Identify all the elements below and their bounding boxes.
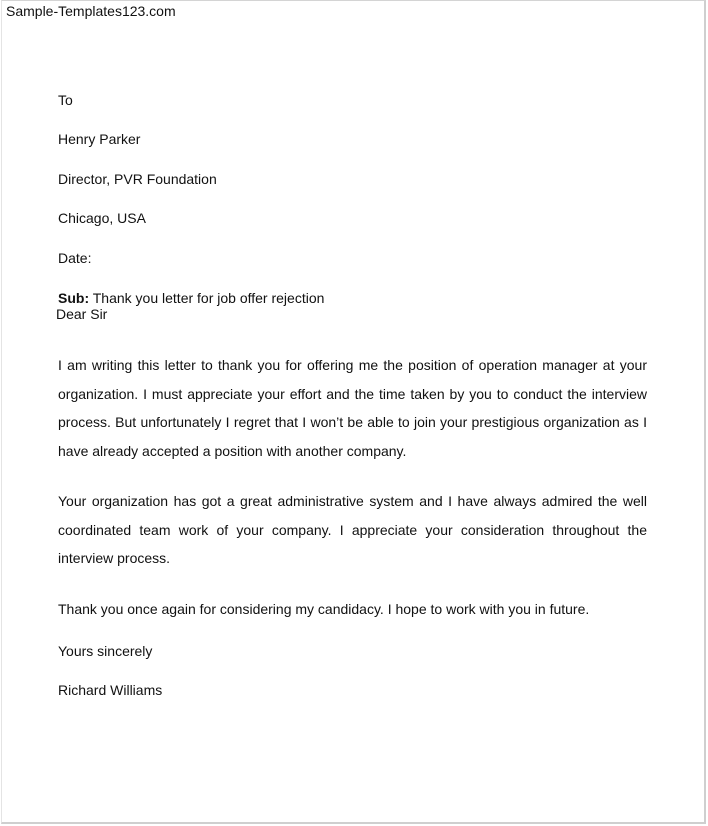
recipient-name: Henry Parker [58, 131, 141, 147]
closing: Yours sincerely [58, 643, 153, 659]
salutation: Dear Sir [56, 306, 108, 322]
body-paragraph-2: Your organization has got a great administrative system and I have always admired the well coordinated team work of your company. I appreciate your consideration throughout the interview process. [58, 493, 647, 566]
watermark: Sample-Templates123.com [6, 3, 176, 19]
date-label: Date: [58, 250, 92, 266]
subject-label: Sub: [58, 290, 90, 306]
body-paragraph-1: I am writing this letter to thank you for offering me the position of operation manager at your organization. I must appreciate your effort and the time taken by you to conduct the interview process. But unfortunately I regret that I won’t be able to join your prestigious organization as I have already accepted a position with another company. [58, 357, 647, 459]
to-label: To [58, 92, 73, 108]
recipient-title: Director, PVR Foundation [58, 171, 217, 187]
recipient-location: Chicago, USA [58, 210, 146, 226]
subject-text: Thank you letter for job offer rejection [92, 290, 325, 306]
signature-name: Richard Williams [58, 682, 163, 698]
subject-line [58, 290, 324, 306]
body-paragraph-3: Thank you once again for considering my candidacy. I hope to work with you in future. [58, 601, 590, 617]
